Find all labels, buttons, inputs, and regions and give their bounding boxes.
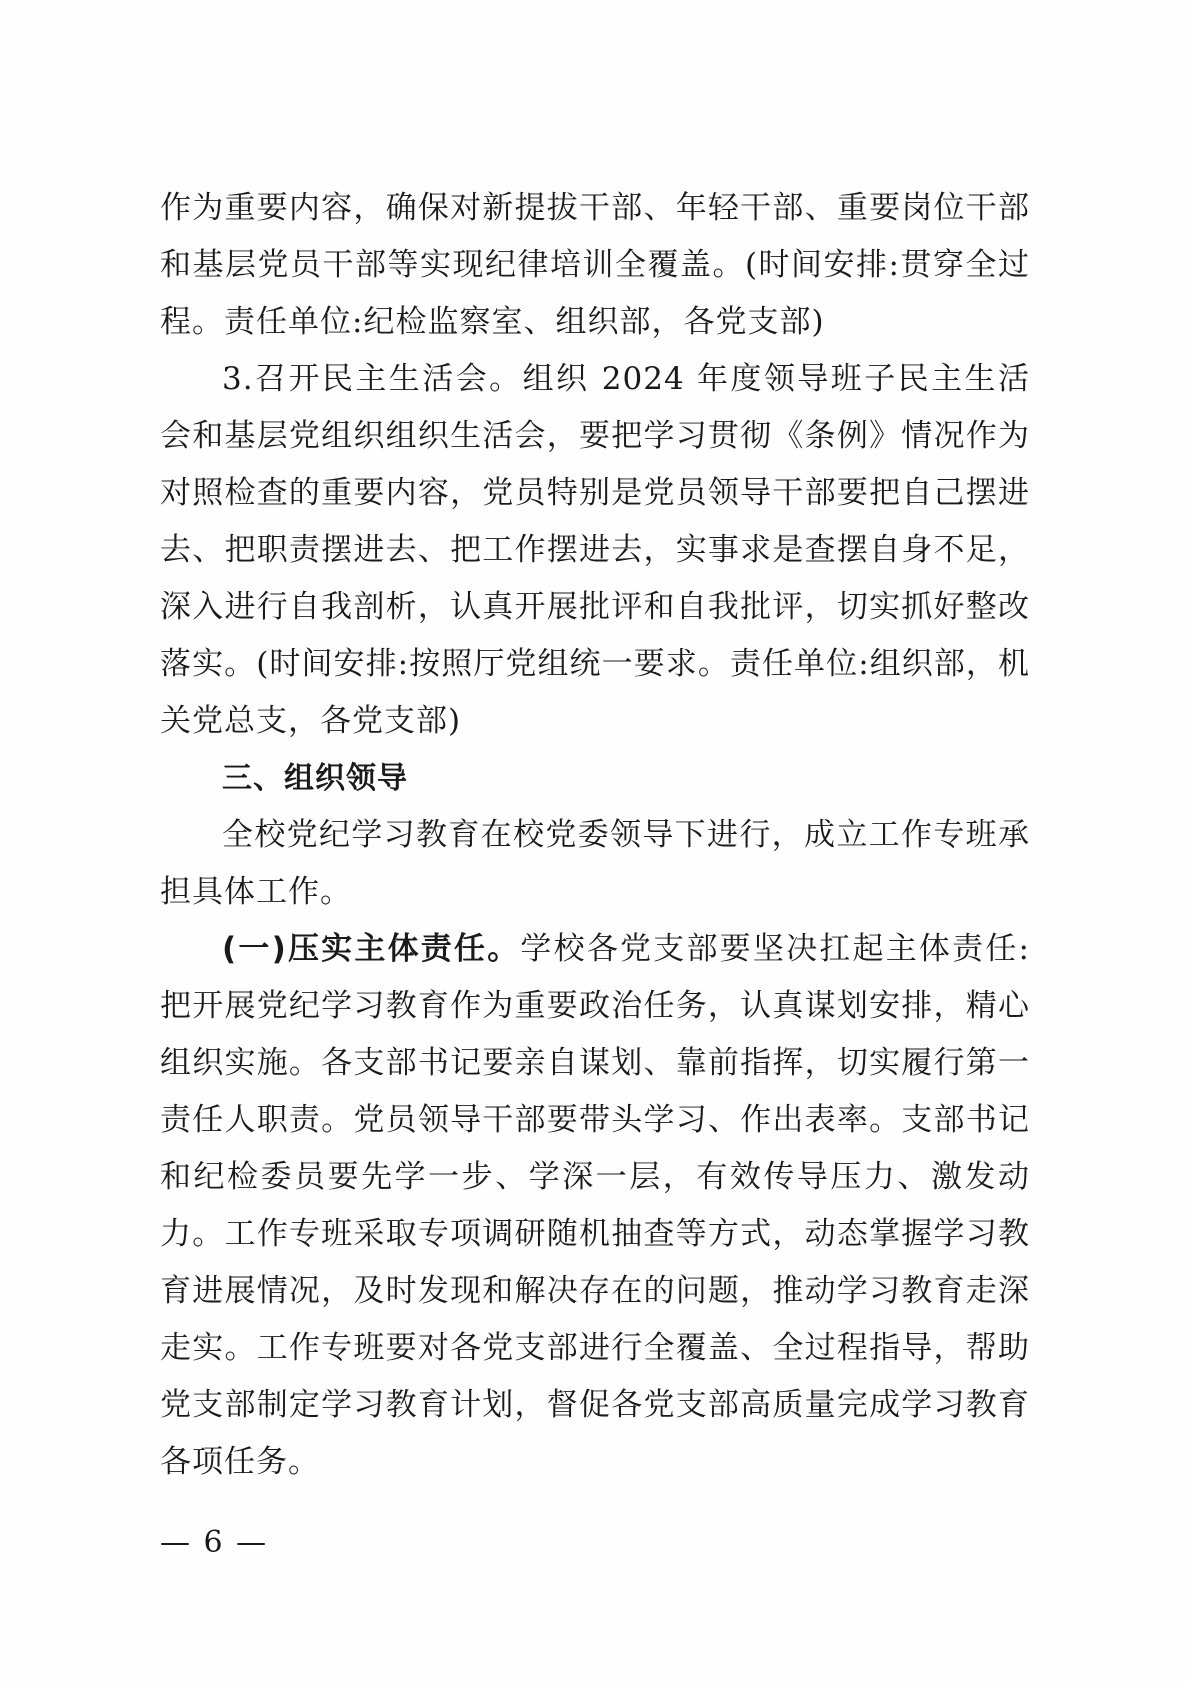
section-heading-organization-leadership: 三、组织领导 [222, 761, 408, 796]
paragraph-main-responsibility-body: 学校各党支部要坚决扛起主体责任:把开展党纪学习教育作为重要政治任务，认真谋划安排，精心组织实施。各支部书记要亲自谋划、靠前指挥，切实履行第一责任人职责。党员领导干部要带头学习、作出表率。支部书记和纪检委员要先学一步、学深一层，有效传导压力、激发动力。工作专班采取专项调研随机抽查等方式，动态掌握学习教育进展情况，及时发现和解决存在的问题，推动学习教育走深走实。工作专班要对各党支部进行全覆盖、全过程指导，帮助党支部制定学习教育计划，督促各党支部高质量完成学习教育各项任务。 [160, 931, 1030, 1480]
subheading-main-responsibility: (一)压实主体责任。 [222, 931, 521, 967]
page-number: — 6 — [160, 1525, 269, 1560]
document-body [160, 180, 1030, 1491]
paragraph-main-responsibility [160, 921, 1030, 1491]
paragraph-continued: 作为重要内容，确保对新提拔干部、年轻干部、重要岗位干部和基层党员干部等实现纪律培训全覆盖。(时间安排:贯穿全过程。责任单位:纪检监察室、组织部，各党支部) [160, 190, 1030, 340]
paragraph-democratic-life-meeting: 3.召开民主生活会。组织 2024 年度领导班子民主生活会和基层党组织组织生活会，要把学习贯彻《条例》情况作为对照检查的重要内容，党员特别是党员领导干部要把自己摆进去、把职责摆进去、把工作摆进去，实事求是查摆自身不足，深入进行自我剖析，认真开展批评和自我批评，切实抓好整改落实。(时间安排:按照厅党组统一要求。责任单位:组织部，机关党总支，各党支部) [160, 361, 1030, 739]
paragraph-school-study-education: 全校党纪学习教育在校党委领导下进行，成立工作专班承担具体工作。 [160, 817, 1030, 910]
